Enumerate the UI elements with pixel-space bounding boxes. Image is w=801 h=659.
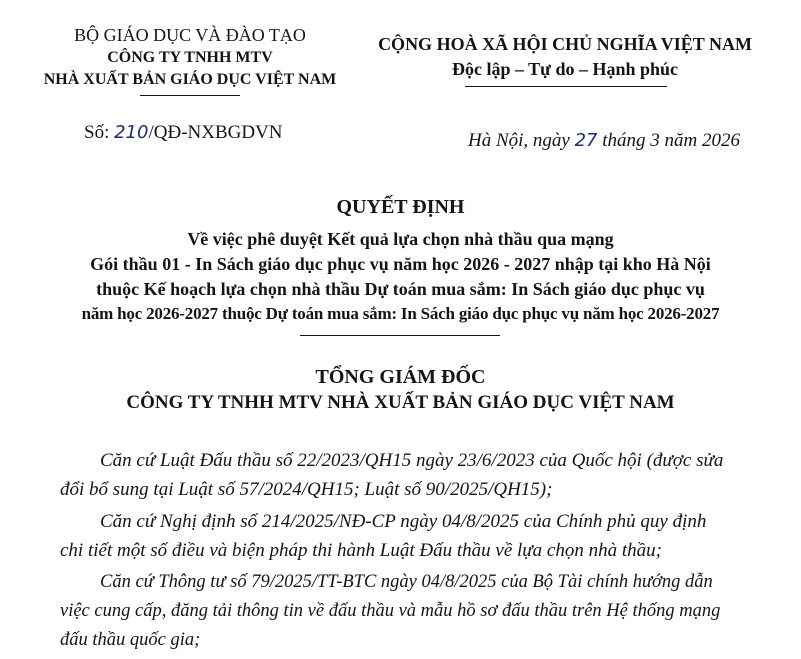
decision-title: QUYẾT ĐỊNH: [336, 196, 465, 218]
authority-title: TỔNG GIÁM ĐỐC: [315, 366, 486, 388]
decision-subject-line-3: thuộc Kế hoạch lựa chọn nhà thầu Dự toán mua sắm: In Sách giáo dục phục vụ: [96, 279, 705, 299]
date-prefix: Hà Nội, ngày: [468, 130, 575, 151]
legal-basis-3-line-1: Căn cứ Thông tư số 79/2025/TT-BTC ngày 04/8/2025 của Bộ Tài chính hướng dẫn: [100, 572, 713, 592]
legal-basis-1-line-2: đổi bổ sung tại Luật số 57/2024/QH15; Luật số 90/2025/QH15);: [60, 479, 553, 500]
decision-subject-line-2: Gói thầu 01 - In Sách giáo dục phục vụ năm học 2026 - 2027 nhập tại kho Hà Nội: [90, 254, 711, 274]
document-number: [84, 122, 283, 144]
decision-subject-line-1: Về việc phê duyệt Kết quả lựa chọn nhà thầu qua mạng: [187, 229, 614, 249]
handwritten-day: 27: [574, 130, 598, 151]
legal-basis-1: [60, 446, 760, 504]
authority-organization: CÔNG TY TNHH MTV NHÀ XUẤT BẢN GIÁO DỤC VIỆT NAM: [126, 392, 675, 413]
handwritten-number: 210: [114, 122, 149, 143]
number-prefix: Số:: [84, 122, 115, 143]
left-header-rule: [140, 95, 240, 96]
legal-basis-3-line-3: đấu thầu quốc gia;: [60, 630, 201, 650]
right-header-rule: [465, 86, 667, 87]
legal-basis-3: [60, 568, 760, 655]
legal-basis-2: [60, 507, 760, 565]
legal-basis-3-line-2: việc cung cấp, đăng tải thông tin về đấu thầu và mẫu hồ sơ đấu thầu trên Hệ thống mạng: [60, 601, 721, 621]
country-name: CỘNG HOÀ XÃ HỘI CHỦ NGHĨA VIỆT NAM: [378, 34, 752, 54]
legal-basis-2-line-2: chi tiết một số điều và biện pháp thi hành Luật Đấu thầu về lựa chọn nhà thầu;: [60, 540, 662, 561]
national-motto: Độc lập – Tự do – Hạnh phúc: [451, 59, 679, 79]
legal-basis-2-line-1: Căn cứ Nghị định số 214/2025/NĐ-CP ngày 04/8/2025 của Chính phủ quy định: [100, 511, 707, 532]
subject-rule: [300, 335, 500, 336]
ministry-name: BỘ GIÁO DỤC VÀ ĐÀO TẠO: [74, 25, 306, 45]
number-suffix: /QĐ-NXBGDVN: [148, 122, 283, 143]
date-suffix: tháng 3 năm 2026: [597, 130, 741, 151]
legal-basis-1-line-1: Căn cứ Luật Đấu thầu số 22/2023/QH15 ngày 23/6/2023 của Quốc hội (được sửa: [100, 450, 724, 471]
publisher-name: NHÀ XUẤT BẢN GIÁO DỤC VIỆT NAM: [43, 71, 337, 88]
decision-subject-line-4: năm học 2026-2027 thuộc Dự toán mua sắm: In Sách giáo dục phục vụ năm học 2026-2027: [81, 304, 720, 323]
company-name: CÔNG TY TNHH MTV: [107, 49, 273, 66]
issue-date: [468, 130, 740, 152]
